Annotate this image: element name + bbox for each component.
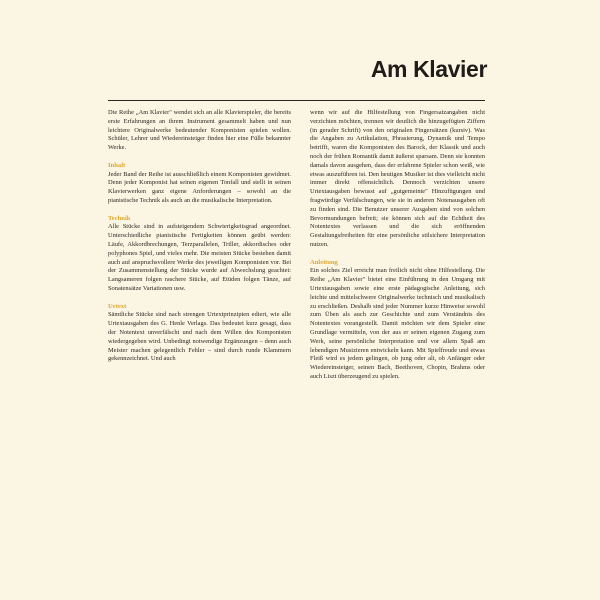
left-column (108, 109, 291, 373)
section-heading-inhalt: Inhalt (108, 161, 126, 169)
section-heading-technik: Technik (108, 214, 131, 222)
section-heading-urtext: Urtext (108, 302, 127, 310)
section-text-technik: Alle Stücke sind in aufsteigendem Schwierigkeitsgrad angeordnet. Unterschiedliche pianistische Fertigkeiten können geübt werden: Läufe, Akkordbrechungen, Terzparallelen, Triller, akkordisches oder polyphones Spiel, und vieles mehr. Die meisten Stücke bestehen damit auch auf anspruchsvollere Werke des jeweiligen Komponisten vor. Bei der Zusammenstellung der Stücke wurde auf Abwechslung geachtet: Langsameren folgen raschere Stücke, auf Etüden folgen Tänze, auf Sonatensätze Variationen usw. (108, 223, 291, 292)
title-rule (108, 100, 485, 101)
page-title: Am Klavier (370, 56, 487, 83)
section-text-urtext-part1: Sämtliche Stücke sind nach strengen Urtextprinzipien ediert, wie alle Urtextausgaben des G. Henle Verlags. Das bedeutet kurz gesagt, dass der Notentext unverfälscht und nach dem Willen des Komponisten wiedergegeben wird. Unbedingt notwendige Ergänzungen – denn auch Meister machen gelegentlich Fehler – sind durch runde Klammern gekennzeichnet. Und auch (108, 311, 291, 363)
section-text-urtext-part2: wenn wir auf die Hilfestellung von Fingersatzangaben nicht verzichten möchten, trennen wir deutlich die hinzugefügten Ziffern (in gerader Schrift) von den originalen Fingersätzen (kursiv). Was die Angaben zu Artikulation, Phrasierung, Dynamik und Tempo betrifft, waren die Komponisten des Barock, der Klassik und auch noch der frühen Romantik damit äußerst sparsam. Denn sie konnten damals davon ausgehen, dass der erfahrene Spieler schon weiß, wie etwas auszuführen ist. Den heutigen Musiker ist dies vielleicht nicht immer direkt offensichtlich. Dennoch verzichten unsere Urtextausgaben bewusst auf „gutgemeinte" Hinzufügungen und fragwürdige Verfälschungen, wie sie in anderen Notenausgaben oft zu finden sind. Die Benutzer unserer Ausgaben sind von solchen Bevormundungen befreit; sie können sich auf die Echtheit des Notentextes verlassen und die sich eröffnenden Gestaltungsfreiheiten für eine persönliche stilsichere Interpretation nutzen. (310, 109, 485, 248)
section-text-inhalt: Jeder Band der Reihe ist ausschließlich einem Komponisten gewidmet. Denn jeder Komponist hat seinen eigenen Tonfall und stellt in seinen Klavierwerken ganz eigene Anforderungen – sowohl an die pianistische Technik als auch an die musikalische Interpretation. (108, 170, 291, 204)
intro-paragraph: Die Reihe „Am Klavier" wendet sich an alle Klavierspieler, die bereits erste Erfahrungen an ihrem Instrument gesammelt haben und nun leichtere Originalwerke bedeutender Komponisten spielen wollen. Schüler, Lehrer und Wiedereinsteiger finden hier eine Fülle bekannter Werke. (108, 109, 291, 152)
right-column (310, 109, 485, 391)
section-text-anleitung: Ein solches Ziel erreicht man freilich nicht ohne Hilfestellung. Die Reihe „Am Klavier" bietet eine Einführung in den Umgang mit Urtextausgaben sowie eine erste pädagogische Anleitung, sich leichte und mittelschwere Originalwerke technisch und musikalisch zu erschließen. Deshalb sind jeder Nummer kurze Hinweise sowohl zum Üben als auch zur Geschichte und zum Verständnis des Notentextes vorangestellt. Damit möchten wir dem Spieler eine Grundlage vermitteln, von der aus er seinen eigenen Zugang zum Werk, seine persönliche Interpretation und vor allem Spaß am lebendigen Musizieren entwickeln kann. Mit Spielfreude und etwas Fleiß wird es jedem gelingen, ob jung oder alt, ob Anfänger oder Wiedereinsteiger, seinen Bach, Beethoven, Chopin, Brahms oder auch Liszt überzeugend zu spielen. (310, 267, 485, 380)
section-heading-anleitung: Anleitung (310, 258, 338, 266)
